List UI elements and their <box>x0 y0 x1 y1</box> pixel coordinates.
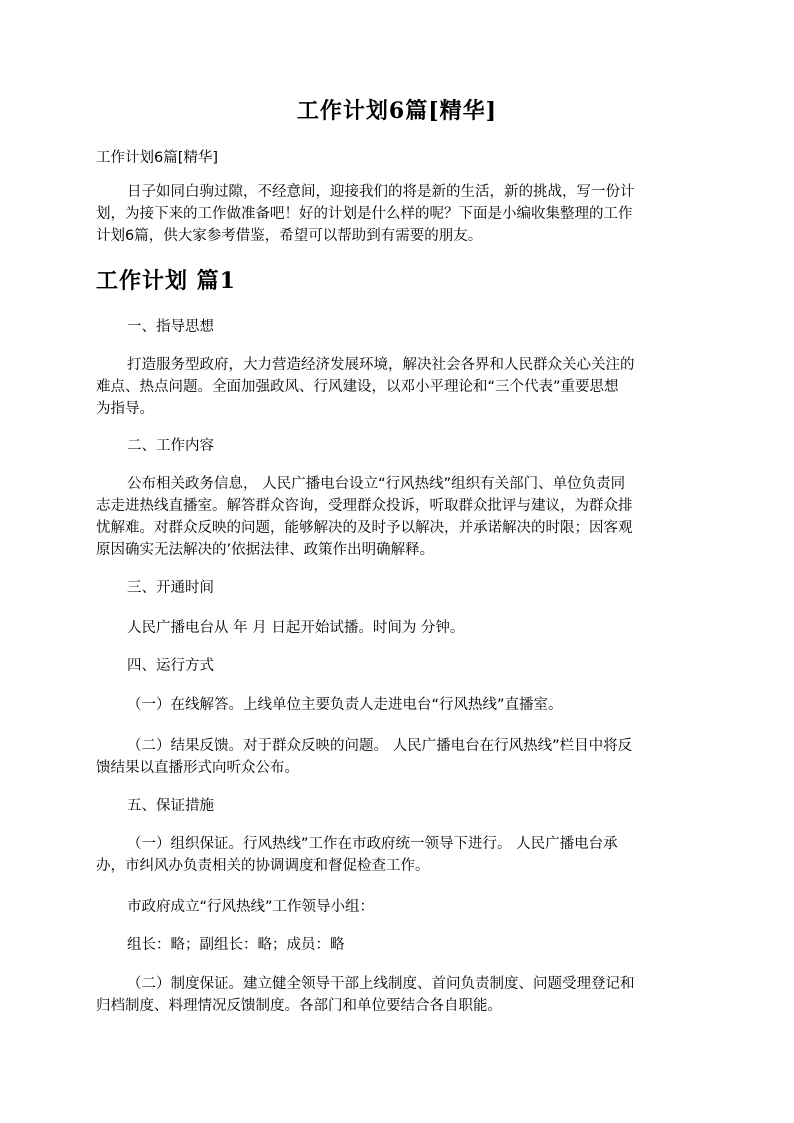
paragraph-line: 志走进热线直播室。解答群众咨询，受理群众投诉，听取群众批评与建议，为群众排 <box>96 498 633 514</box>
subheading-guarantee-measures: 五、保证措施 <box>127 798 214 814</box>
paragraph-line: 打造服务型政府，大力营造经济发展环境，解决社会各界和人民群众关心关注的 <box>127 357 635 373</box>
paragraph-line: 原因确实无法解决的’依据法律、政策作出明确解释。 <box>96 542 435 558</box>
section-heading: 工作计划 篇1 <box>96 268 236 294</box>
document-subtitle: 工作计划6篇[精华] <box>96 150 219 166</box>
intro-line: 计划6篇，供大家参考借鉴，希望可以帮助到有需要的朋友。 <box>96 228 483 244</box>
paragraph-line: 办，市纠风办负责相关的协调调度和督促检查工作。 <box>96 858 430 874</box>
paragraph-opening-time: 人民广播电台从 年 月 日起开始试播。时间为 分钟。 <box>127 620 465 636</box>
paragraph-online-answer: （一）在线解答。上线单位主要负责人走进电台“行风热线”直播室。 <box>127 697 563 713</box>
subheading-work-content: 二、工作内容 <box>127 438 214 454</box>
paragraph-result-feedback <box>96 735 696 779</box>
paragraph-line: 公布相关政务信息， 人民广播电台设立“行风热线”组织有关部门、单位负责同 <box>127 476 626 492</box>
document-title: 工作计划6篇[精华] <box>296 98 498 124</box>
paragraph-line: 馈结果以直播形式向听众公布。 <box>96 760 299 776</box>
paragraph-line: 归档制度、料理情况反馈制度。各部门和单位要结合各自职能。 <box>96 998 502 1014</box>
paragraph-line: （一）组织保证。行风热线”工作在市政府统一领导下进行。 人民广播电台承 <box>127 836 618 852</box>
intro-paragraph <box>96 181 696 247</box>
subheading-guiding-ideology: 一、指导思想 <box>127 319 214 335</box>
paragraph-line: 难点、热点问题。全面加强政风、行风建设，以邓小平理论和“三个代表”重要思想 <box>96 379 619 395</box>
paragraph-guiding-ideology <box>96 354 696 420</box>
paragraph-line: （二）制度保证。建立健全领导干部上线制度、首问负责制度、问题受理登记和 <box>127 976 635 992</box>
intro-line: 划，为接下来的工作做准备吧！好的计划是什么样的呢？下面是小编收集整理的工作 <box>96 206 633 222</box>
paragraph-organization-guarantee <box>96 833 696 877</box>
subheading-opening-time: 三、开通时间 <box>127 580 214 596</box>
intro-line: 日子如同白驹过隙，不经意间，迎接我们的将是新的生活，新的挑战，写一份计 <box>127 184 635 200</box>
paragraph-group-members: 组长：略；副组长：略；成员：略 <box>127 937 345 953</box>
subheading-operation-mode: 四、运行方式 <box>127 658 214 674</box>
paragraph-line: 忧解难。对群众反映的问题，能够解决的及时予以解决，并承诺解决的时限；因客观 <box>96 520 633 536</box>
paragraph-system-guarantee <box>96 973 696 1017</box>
paragraph-line: 为指导。 <box>96 401 154 417</box>
paragraph-line: （二）结果反馈。对于群众反映的问题。 人民广播电台在行风热线”栏目中将反 <box>127 738 633 754</box>
paragraph-leading-group: 市政府成立“行风热线”工作领导小组： <box>127 899 375 915</box>
paragraph-work-content <box>96 473 696 561</box>
